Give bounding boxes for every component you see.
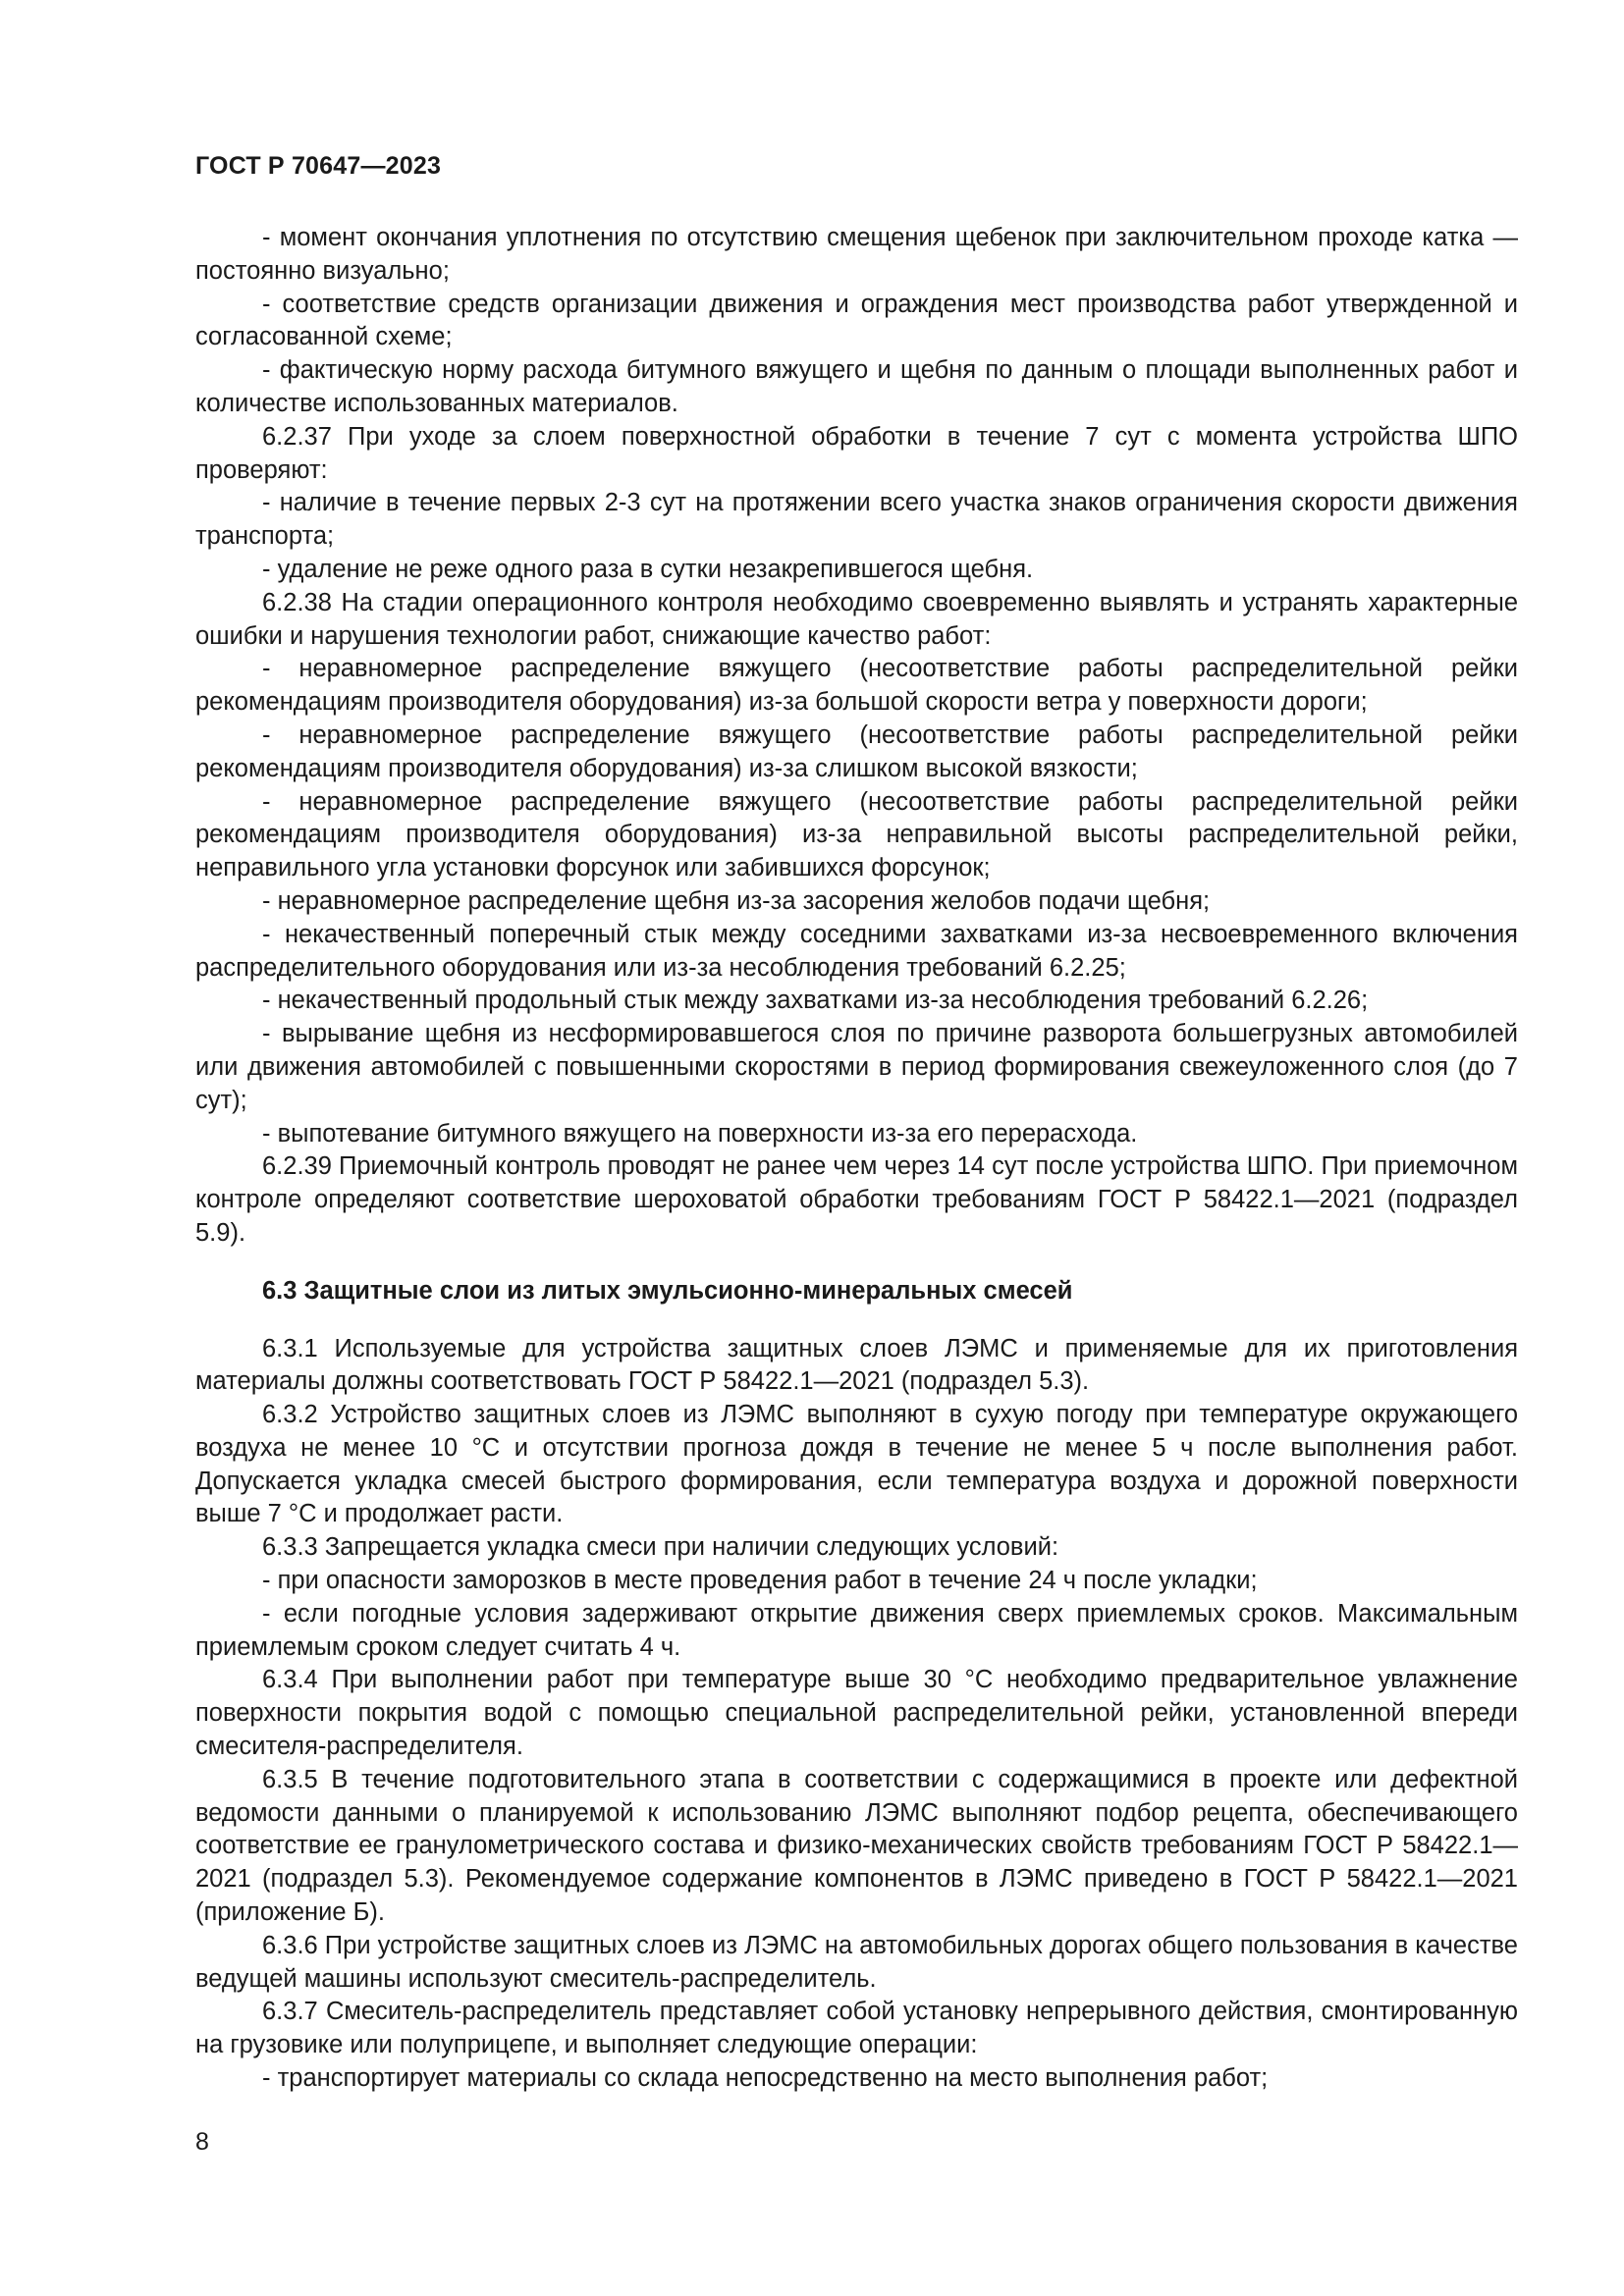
- paragraph: - выпотевание битумного вяжущего на поверхности из-за его перерасхода.: [262, 1119, 1138, 1148]
- paragraph: - фактическую норму расхода битумного вяжущего и щебня по данным о площади выполненных работ и количестве использованных материалов.: [195, 356, 1518, 417]
- paragraph: - если погодные условия задерживают открытие движения сверх приемлемых сроков. Максимальным приемлемым сроком следует считать 4 ч.: [195, 1599, 1518, 1661]
- document-code-header: ГОСТ Р 70647—2023: [195, 152, 442, 180]
- paragraph: 6.2.38 На стадии операционного контроля необходимо своевременно выявлять и устранять характерные ошибки и нарушения технологии работ, снижающие качество работ:: [195, 588, 1518, 650]
- paragraph: - момент окончания уплотнения по отсутствию смещения щебенок при заключительном проходе катка — постоянно визуально;: [195, 224, 1518, 285]
- paragraph: - соответствие средств организации движения и ограждения мест производства работ утвержденной и согласованной схеме;: [195, 290, 1518, 351]
- paragraph: 6.3.1 Используемые для устройства защитных слоев ЛЭМС и применяемые для их приготовления материалы должны соответствовать ГОСТ Р 58422.1—2021 (подраздел 5.3).: [195, 1334, 1518, 1396]
- paragraph: - неравномерное распределение вяжущего (несоответствие работы распределительной рейки рекомендациям производителя оборудования) из-за большой скорости ветра у поверхности дороги;: [195, 655, 1518, 717]
- paragraph: - некачественный продольный стык между захватками из-за несоблюдения требований 6.2.26;: [262, 987, 1369, 1015]
- paragraph: 6.3.4 При выполнении работ при температуре выше 30 °С необходимо предварительное увлажнение поверхности покрытия водой с помощью специальной распределительной рейки, установленной впереди смесителя-распределителя.: [195, 1666, 1518, 1761]
- paragraph: 6.2.39 Приемочный контроль проводят не ранее чем через 14 сут после устройства ШПО. При приемочном контроле определяют соответствие шероховатой обработки требованиям ГОСТ Р 58422.1—2021 (подраздел 5.9).: [195, 1152, 1518, 1247]
- section-6-3: [195, 1333, 1518, 2096]
- section-6-2-continuation: [195, 222, 1518, 1251]
- paragraph: 6.3.6 При устройстве защитных слоев из ЛЭМС на автомобильных дорогах общего пользования в качестве ведущей машины используют смеситель-распределитель.: [195, 1931, 1518, 1993]
- paragraph: 6.3.2 Устройство защитных слоев из ЛЭМС выполняют в сухую погоду при температуре окружающего воздуха не менее 10 °С и отсутствии прогноза дождя в течение не менее 5 ч после выполнения работ. Допускается укладка смесей быстрого формирования, если температура воздуха и дорожной поверхности выше 7 °С и продолжает расти.: [195, 1401, 1518, 1528]
- paragraph: - неравномерное распределение щебня из-за засорения желобов подачи щебня;: [262, 886, 1211, 915]
- paragraph: 6.3.3 Запрещается укладка смеси при наличии следующих условий:: [262, 1533, 1059, 1562]
- document-body: [195, 222, 1518, 2096]
- paragraph: - вырывание щебня из несформировавшегося слоя по причине разворота большегрузных автомобилей или движения автомобилей с повышенными скоростями в период формирования свежеуложенного слоя (до 7 сут);: [195, 1020, 1518, 1114]
- paragraph: - при опасности заморозков в месте проведения работ в течение 24 ч после укладки;: [262, 1567, 1258, 1595]
- paragraph: 6.2.37 При уходе за слоем поверхностной обработки в течение 7 сут с момента устройства ШПО проверяют:: [195, 422, 1518, 484]
- paragraph: - неравномерное распределение вяжущего (несоответствие работы распределительной рейки рекомендациям производителя оборудования) из-за неправильной высоты распределительной рейки, неправильного угла установки форсунок или забившихся форсунок;: [195, 787, 1518, 882]
- paragraph: - транспортирует материалы со склада непосредственно на место выполнения работ;: [262, 2064, 1269, 2093]
- section-heading: 6.3 Защитные слои из литых эмульсионно-минеральных смесей: [262, 1276, 1073, 1305]
- paragraph: - наличие в течение первых 2-3 сут на протяжении всего участка знаков ограничения скорости движения транспорта;: [195, 489, 1518, 551]
- paragraph: - неравномерное распределение вяжущего (несоответствие работы распределительной рейки рекомендациям производителя оборудования) из-за слишком высокой вязкости;: [195, 721, 1518, 782]
- paragraph: - некачественный поперечный стык между соседними захватками из-за несвоевременного включения распределительного оборудования или из-за несоблюдения требований 6.2.25;: [195, 920, 1518, 982]
- paragraph: 6.3.5 В течение подготовительного этапа в соответствии с содержащимися в проекте или дефектной ведомости данными о планируемой к использованию ЛЭМС выполняют подбор рецепта, обеспечивающего соответствие ее гранулометрического состава и физико-механических свойств требованиям ГОСТ Р 58422.1—2021 (подраздел 5.3). Рекомендуемое содержание компонентов в ЛЭМС приведено в ГОСТ Р 58422.1—2021 (приложение Б).: [195, 1765, 1518, 1927]
- page-number: 8: [195, 2128, 209, 2156]
- paragraph: 6.3.7 Смеситель-распределитель представляет собой установку непрерывного действия, смонтированную на грузовике или полуприцепе, и выполняет следующие операции:: [195, 1998, 1518, 2059]
- paragraph: - удаление не реже одного раза в сутки незакрепившегося щебня.: [262, 555, 1034, 583]
